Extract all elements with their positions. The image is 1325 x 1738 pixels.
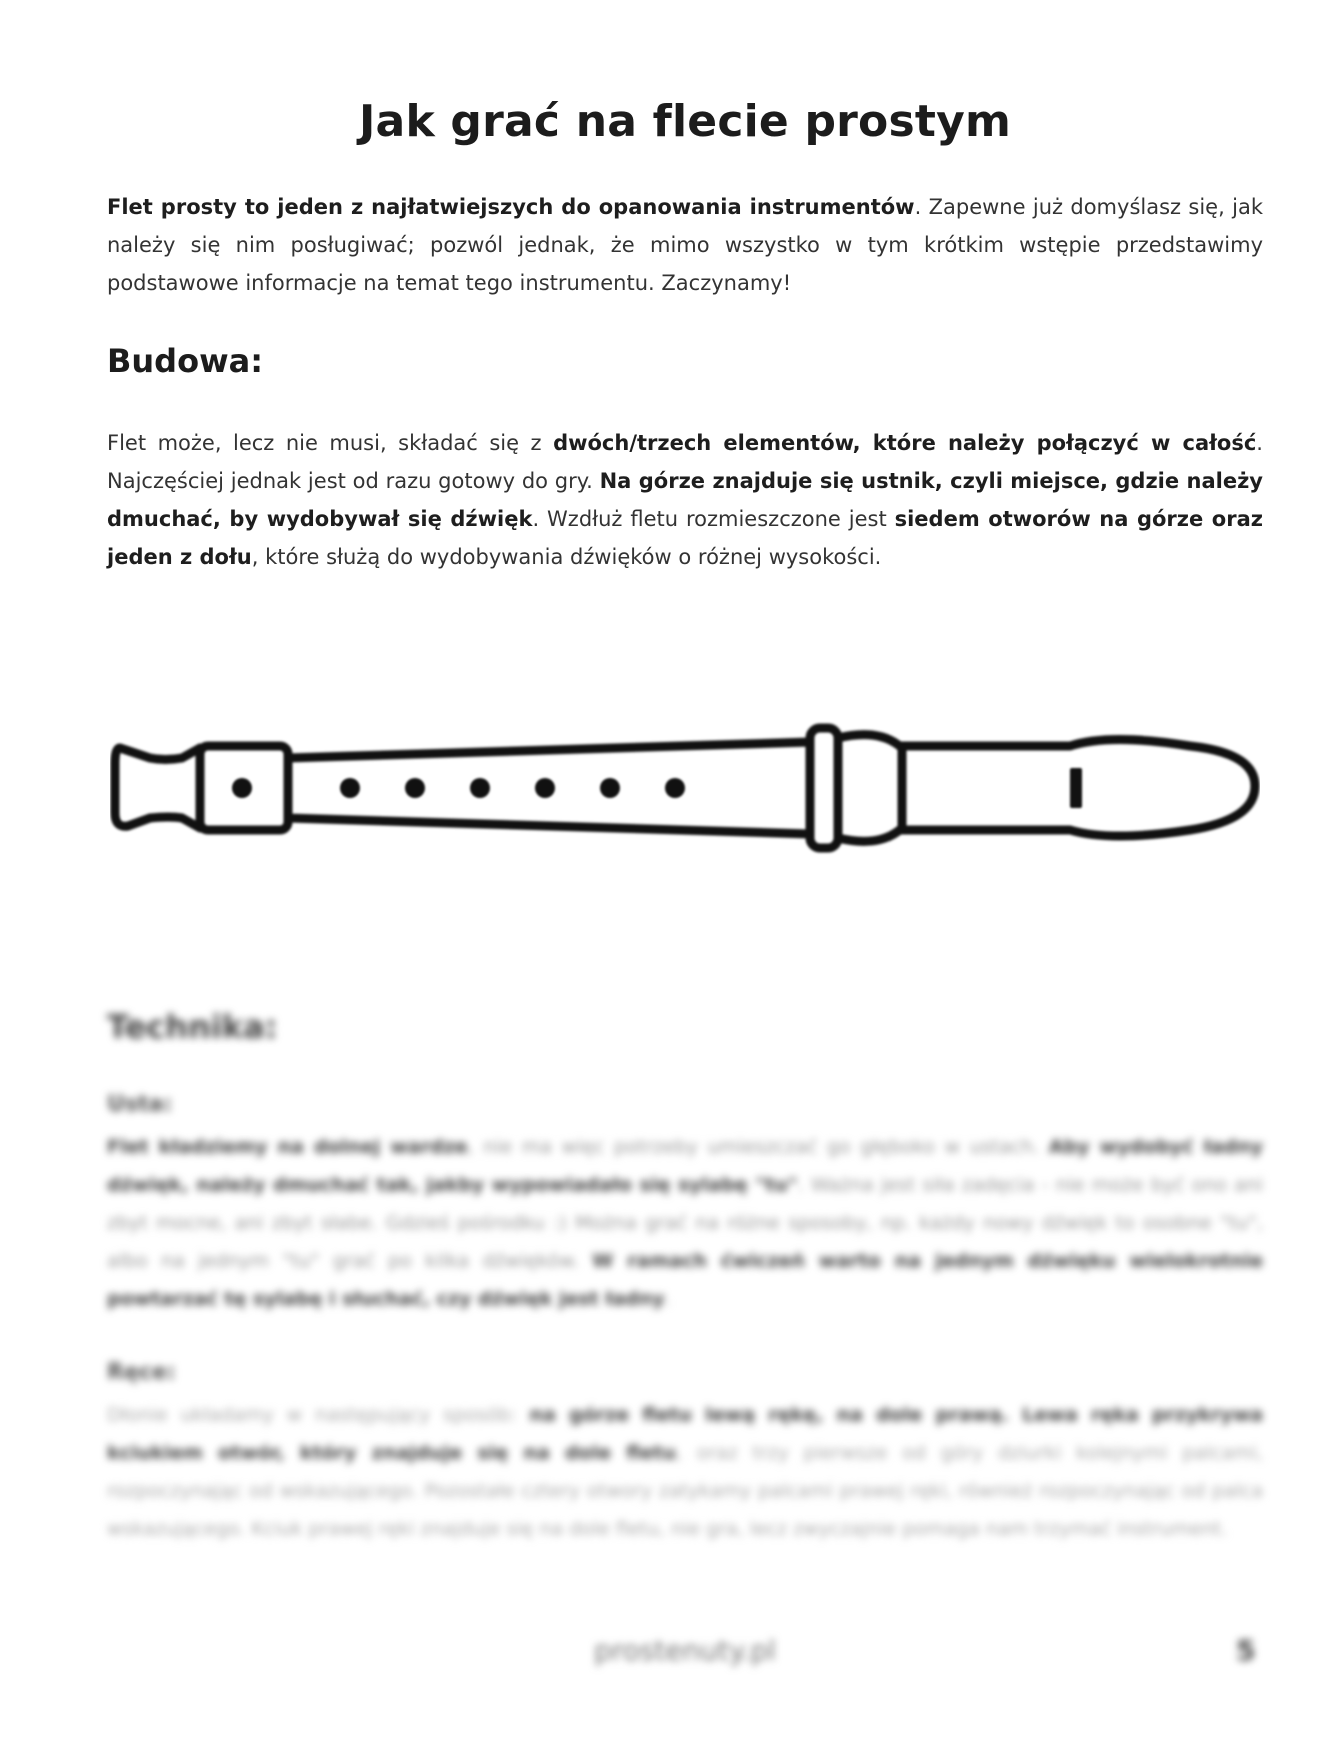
rece-text-1: Dłonie układamy w następujący sposób: [107, 1404, 530, 1426]
budowa-bold-2: Na górze znajduje się ustnik, czyli miejsce, gdzie należy dmuchać, by wydobywał się dźwięk [107, 469, 1263, 531]
budowa-bold-1: dwóch/trzech elementów, które należy połączyć w całość [553, 431, 1257, 455]
section-heading-technika: Technika: [107, 1008, 278, 1046]
mouthpiece-window [1070, 768, 1082, 808]
finger-hole [600, 778, 620, 798]
usta-paragraph [107, 1128, 1263, 1318]
page-number: 5 [1236, 1634, 1256, 1667]
flute-head-bulge [838, 735, 902, 842]
finger-hole [535, 778, 555, 798]
intro-paragraph [107, 188, 1263, 302]
budowa-paragraph [107, 424, 1263, 576]
usta-text-1: , nie ma więc potrzeby umieszczać go głęboko w ustach. [467, 1136, 1049, 1158]
rece-bold-1: na górze fletu lewą rękę, na dole prawą. Lewa ręka przykrywa kciukiem otwór, który znajduje się na dole fletu [107, 1404, 1264, 1464]
budowa-text-4: , które służą do wydobywania dźwięków o różnej wysokości. [251, 545, 882, 569]
finger-hole [340, 778, 360, 798]
recorder-illustration [110, 718, 1260, 858]
thumb-hole [232, 778, 252, 798]
section-heading-budowa: Budowa: [107, 342, 264, 380]
usta-bold-2: Aby wydobyć ładny dźwięk, należy dmuchać tak, jakby wypowiadało się sylabę "tu" [107, 1136, 1263, 1196]
page-title: Jak grać na flecie prostym [358, 96, 1012, 147]
budowa-bold-3: siedem otworów na górze oraz jeden z dołu [107, 507, 1263, 569]
finger-hole [470, 778, 490, 798]
finger-hole [405, 778, 425, 798]
budowa-text-3: . Wzdłuż fletu rozmieszczone jest [532, 507, 895, 531]
intro-rest: . Zapewne już domyślasz się, jak należy się nim posługiwać; pozwól jednak, że mimo wszystko w tym krótkim wstępie przedstawimy podstawowe informacje na temat tego instrumentu. Zaczynamy! [107, 195, 1263, 295]
flute-foot-cap [115, 748, 200, 828]
finger-hole [665, 778, 685, 798]
footer-site: prostenuty.pl [593, 1634, 777, 1667]
budowa-text-2: . Najczęściej jednak jest od razu gotowy do gry. [107, 431, 1263, 493]
usta-text-2: . Ważna jest siła zadęcia - nie może być ono ani zbyt mocne, ani zbyt słabe. Gdzieś pośrodku :) Można grać na różne sposoby, np. każdy nowy dźwięk to osobne "tu", albo na jednym "tu" grać po kilka dźwięków. [107, 1174, 1264, 1272]
subheading-rece: Ręce: [107, 1360, 176, 1385]
rece-paragraph [107, 1396, 1263, 1548]
usta-bold-3: W ramach ćwiczeń warto na jednym dźwięku wielokrotnie powtarzać tę sylabę i słuchać, czy dźwięk jest ładny [107, 1250, 1264, 1310]
intro-bold: Flet prosty to jeden z najłatwiejszych do opanowania instrumentów [107, 195, 915, 219]
usta-text-3: . [664, 1288, 671, 1310]
budowa-text-1: Flet może, lecz nie musi, składać się z [107, 431, 554, 455]
rece-text-2: , oraz trzy pierwsze od góry dziurki kolejnymi palcami, rozpoczynając od wskazującego. Pozostałe cztery otwory zatykamy palcami prawej ręki, również rozpoczynając od palca wskazującego. Kciuk prawej ręki znajduje się na dole fletu, nie gra, lecz zwyczajnie pomaga nam trzymać instrument. [107, 1442, 1263, 1540]
usta-bold-1: Flet kładziemy na dolnej wardze [107, 1136, 468, 1158]
subheading-usta: Usta: [107, 1092, 173, 1117]
